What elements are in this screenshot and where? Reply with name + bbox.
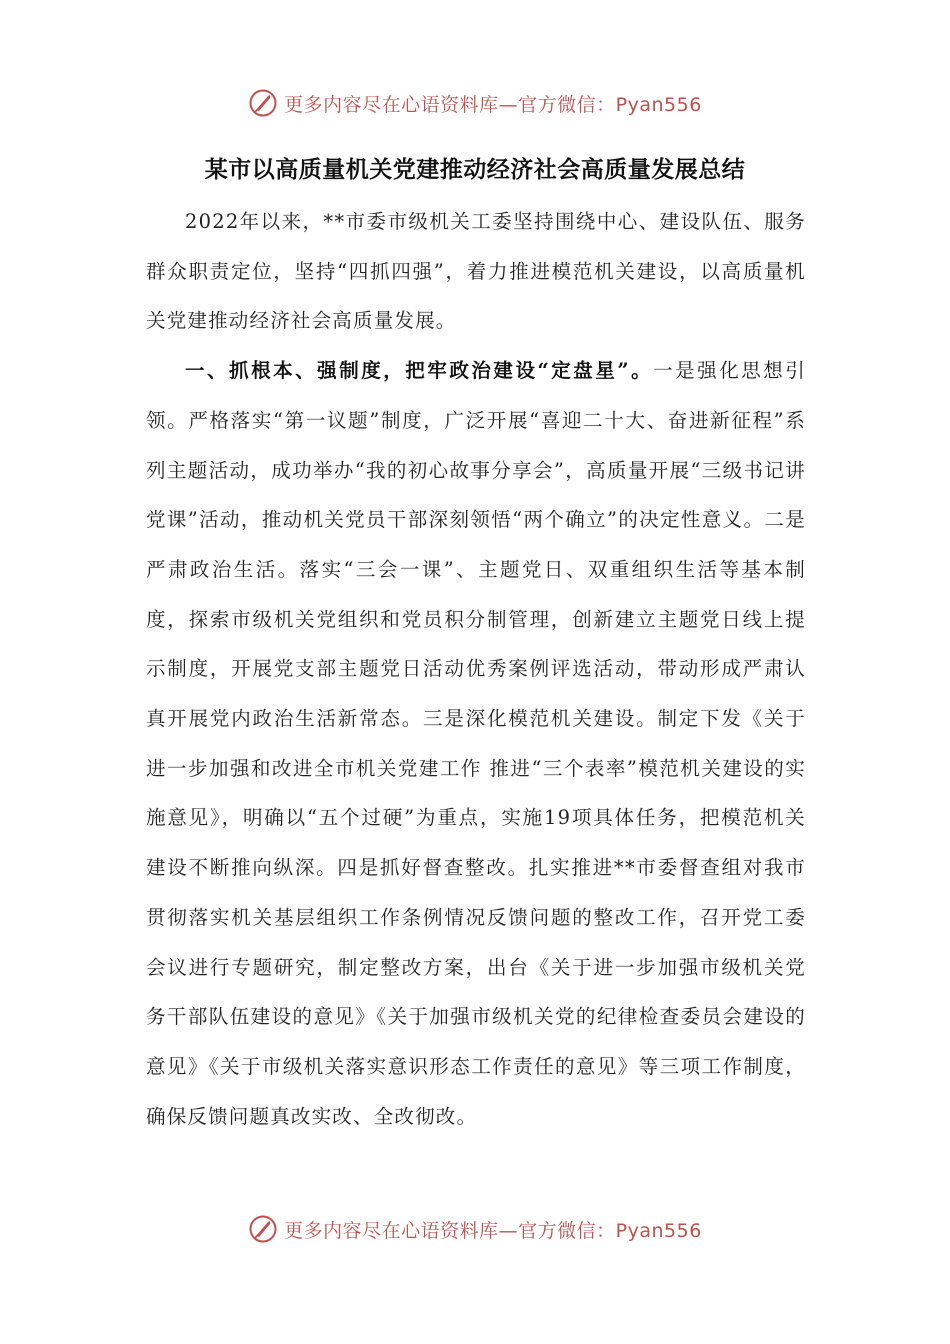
section-1-heading: 一、抓根本、强制度，把牢政治建设“定盘星”。 bbox=[185, 359, 654, 383]
watermark-banner-top bbox=[0, 86, 950, 120]
watermark-banner-bottom bbox=[0, 1212, 950, 1246]
quill-pen-logo-icon bbox=[248, 1214, 278, 1244]
quill-pen-logo-icon bbox=[248, 88, 278, 118]
section-1-paragraph bbox=[146, 346, 806, 1141]
watermark-text: 更多内容尽在心语资料库—官方微信：Pyan556 bbox=[284, 1219, 702, 1242]
intro-paragraph: 2022年以来，**市委市级机关工委坚持围绕中心、建设队伍、服务群众职责定位，坚持“四抓四强”，着力推进模范机关建设，以高质量机关党建推动经济社会高质量发展。 bbox=[146, 210, 806, 333]
document-title: 某市以高质量机关党建推动经济社会高质量发展总结 bbox=[204, 156, 746, 183]
watermark-text: 更多内容尽在心语资料库—官方微信：Pyan556 bbox=[284, 93, 702, 116]
document-body bbox=[146, 197, 806, 1141]
section-1-body: 一是强化思想引领。严格落实“第一议题”制度，广泛开展“喜迎二十大、奋进新征程”系列主题活动，成功举办“我的初心故事分享会”，高质量开展“三级书记讲党课”活动，推动机关党员干部深刻领悟“两个确立”的决定性意义。二是严肃政治生活。落实“三会一课”、主题党日、双重组织生活等基本制度，探索市级机关党组织和党员积分制管理，创新建立主题党日线上提示制度，开展党支部主题党日活动优秀案例评选活动，带动形成严肃认真开展党内政治生活新常态。三是深化模范机关建设。制定下发《关于进一步加强和改进全市机关党建工作 推进“三个表率”模范机关建设的实施意见》，明确以“五个过硬”为重点，实施19项具体任务，把模范机关建设不断推向纵深。四是抓好督查整改。扎实推进**市委督查组对我市贯彻落实机关基层组织工作条例情况反馈问题的整改工作，召开党工委会议进行专题研究，制定整改方案，出台《关于进一步加强市级机关党务干部队伍建设的意见》《关于加强市级机关党的纪律检查委员会建设的意见》《关于市级机关落实意识形态工作责任的意见》等三项工作制度，确保反馈问题真改实改、全改彻改。 bbox=[146, 359, 806, 1128]
